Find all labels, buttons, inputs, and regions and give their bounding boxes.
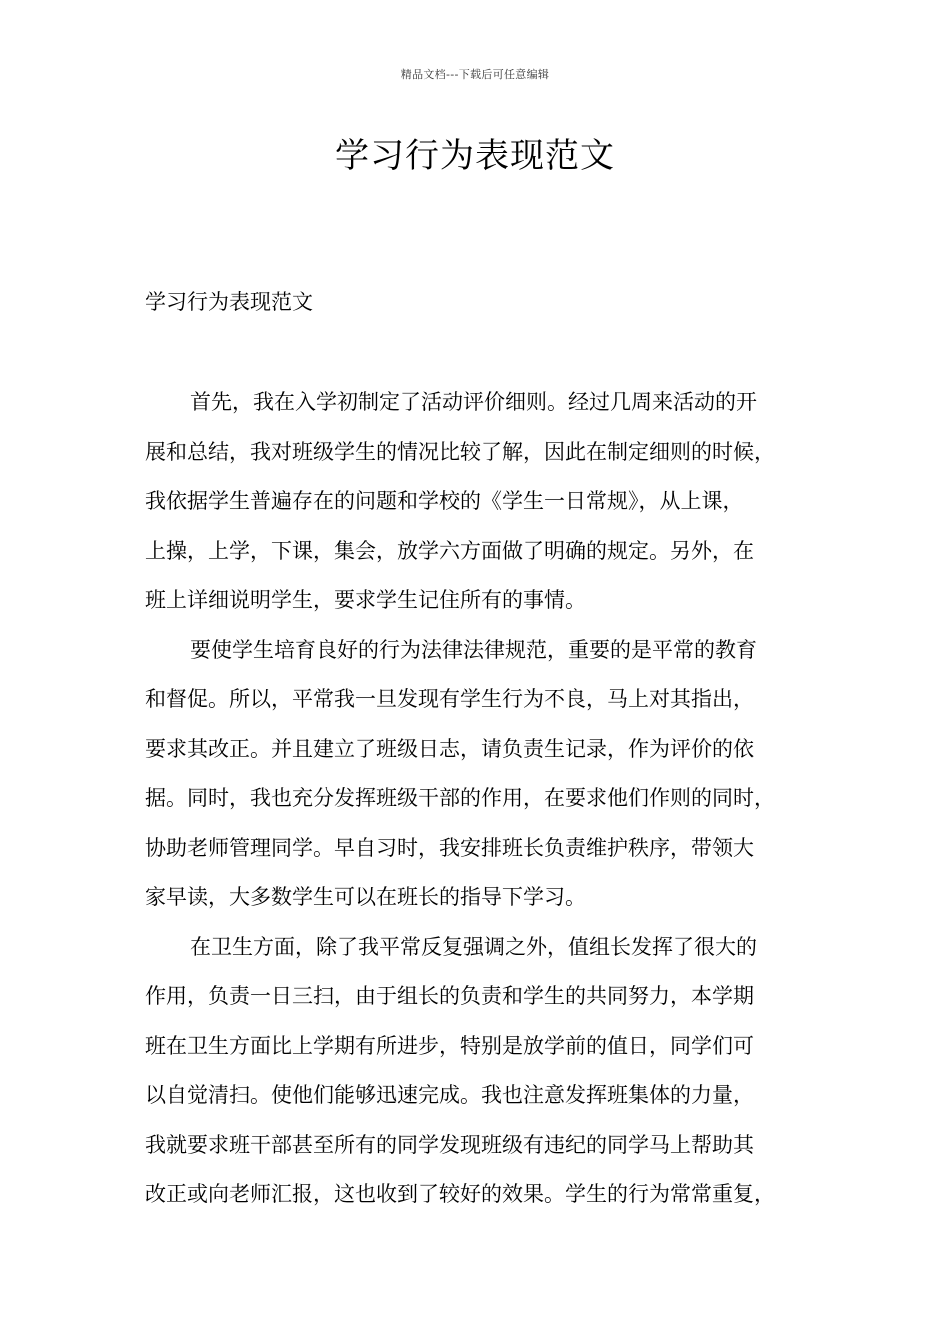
text-line: 班在卫生方面比上学期有所进步，特别是放学前的值日，同学们可 [145,1033,754,1058]
text-line: 家早读，大多数学生可以在班长的指导下学习。 [145,885,586,909]
text-line: 改正或向老师汇报，这也收到了较好的效果。学生的行为常常重复， [145,1182,775,1206]
document-title: 学习行为表现范文 [335,136,615,176]
text-line: 以自觉清扫。使他们能够迅速完成。我也注意发挥班集体的力量， [145,1083,754,1107]
text-line: 据。同时，我也充分发挥班级干部的作用，在要求他们作则的同时， [145,786,775,810]
text-line: 班上详细说明学生，要求学生记住所有的事情。 [145,588,586,612]
text-line: 我依据学生普遍存在的问题和学校的《学生一日常规》，从上课， [145,489,744,513]
document-subheading: 学习行为表现范文 [145,290,313,314]
text-line: 我就要求班干部甚至所有的同学发现班级有违纪的同学马上帮助其 [145,1132,754,1157]
text-line: 在卫生方面，除了我平常反复强调之外，值组长发挥了很大的 [190,934,757,959]
text-line: 展和总结，我对班级学生的情况比较了解，因此在制定细则的时候， [145,439,775,464]
text-line: 和督促。所以，平常我一旦发现有学生行为不良，马上对其指出， [145,687,754,711]
header-note: 精品文档---下载后可任意编辑 [400,68,550,81]
text-line: 要使学生培育良好的行为法律法律规范，重要的是平常的教育 [190,637,757,662]
text-line: 上操，上学，下课，集会，放学六方面做了明确的规定。另外，在 [145,538,754,563]
text-line: 要求其改正。并且建立了班级日志，请负责生记录，作为评价的依 [145,736,754,761]
text-line: 首先，我在入学初制定了活动评价细则。经过几周来活动的开 [190,390,757,414]
text-line: 作用，负责一日三扫，由于组长的负责和学生的共同努力，本学期 [145,984,754,1008]
body-text [145,378,825,1220]
text-line: 协助老师管理同学。早自习时，我安排班长负责维护秩序，带领大 [145,835,754,860]
